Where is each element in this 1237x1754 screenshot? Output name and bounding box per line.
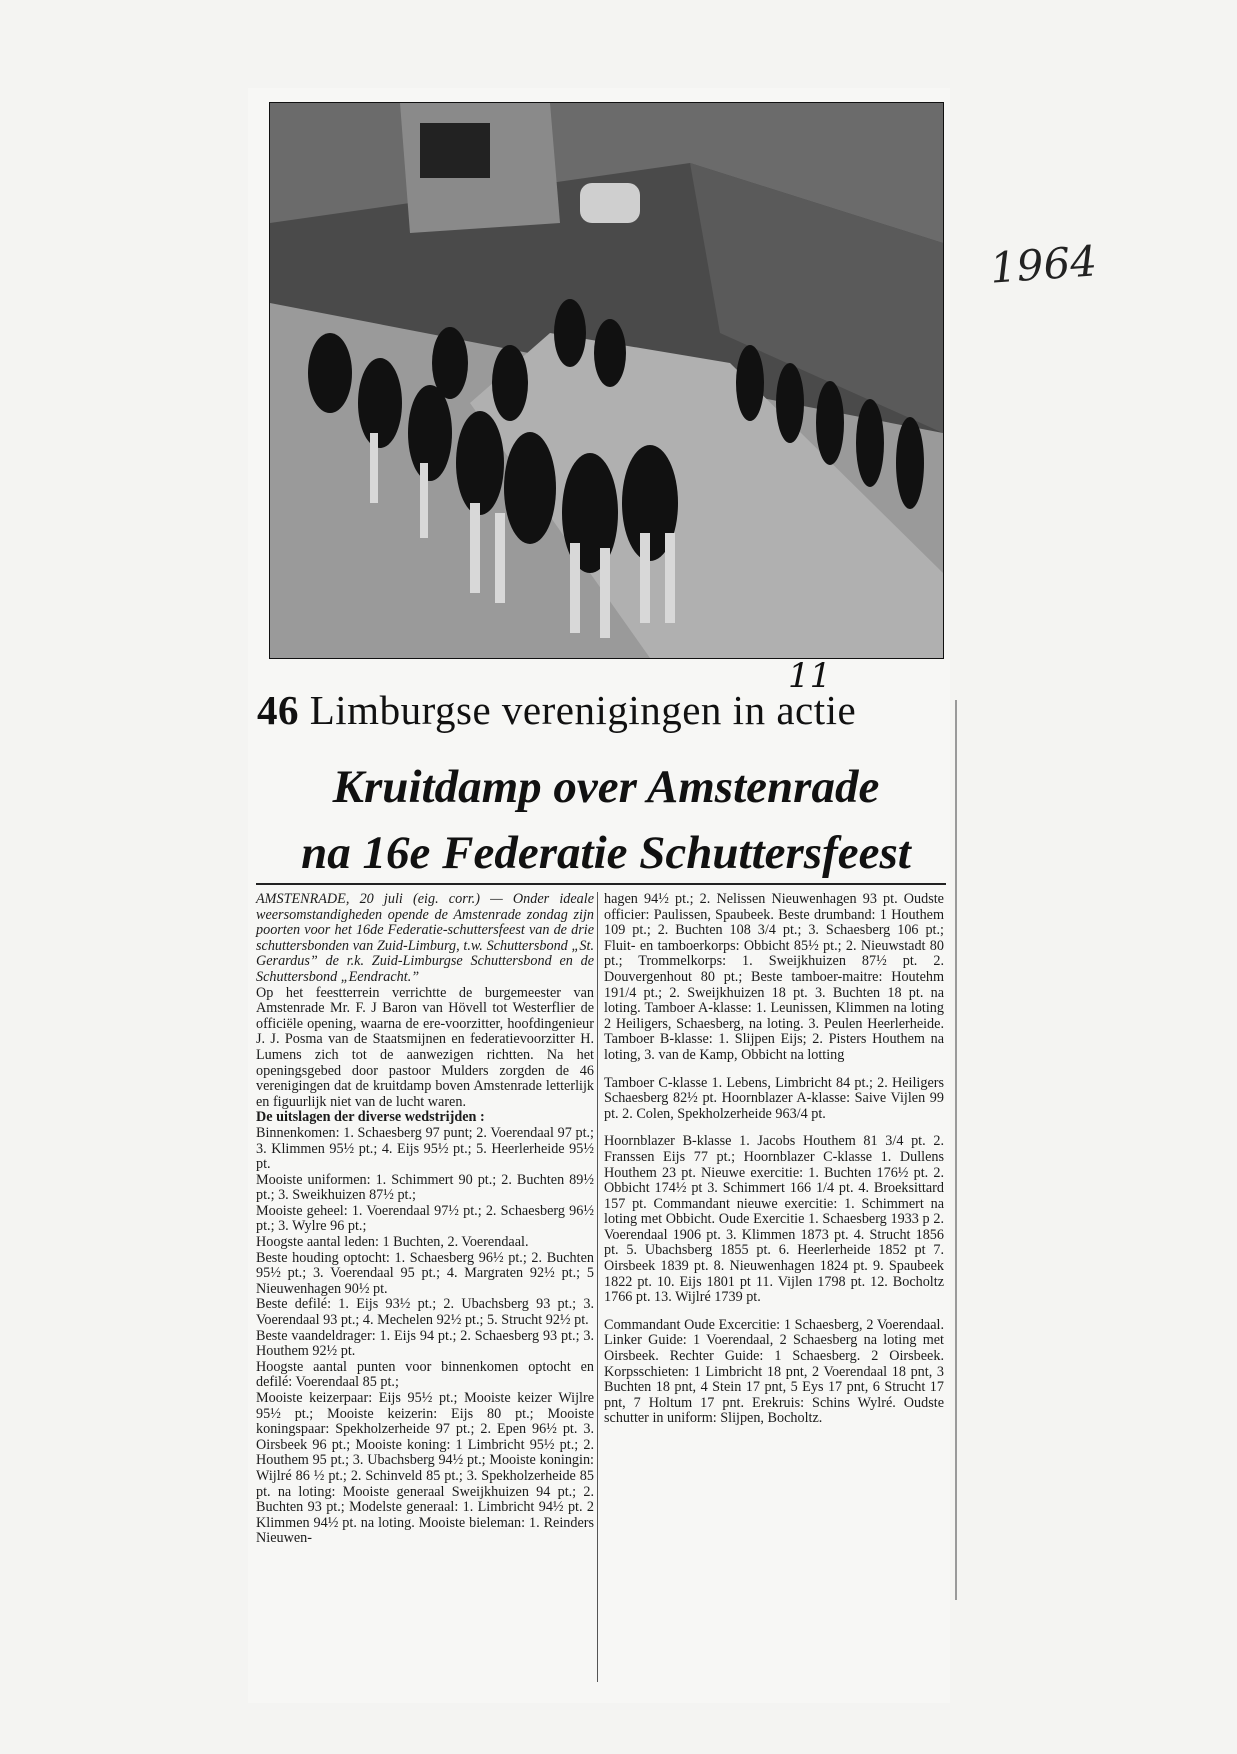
paragraph: Tamboer C-klasse 1. Lebens, Limbricht 84 pt.; 2. Heiligers Schaesberg 82½ pt. Hoornblazer A-klasse: Saive Vijlen 99 pt. 2. Colen, Spekholzerheide 963/4 pt. [604, 1074, 944, 1122]
paragraph: Beste defilé: 1. Eijs 93½ pt.; 2. Ubachsberg 93 pt.; 3. Voerendaal 93 pt.; 4. Mechelen 92½ pt.; 5. Strucht 92½ pt. [256, 1296, 594, 1329]
parade-photo-icon [270, 103, 943, 658]
paragraph: Beste houding optocht: 1. Schaesberg 96½ pt.; 2. Buchten 95½ pt.; 3. Voerendaal 95 pt.; 4. Margraten 92½ pt.; 5 Nieuwenhagen 90½ pt. [256, 1249, 594, 1297]
paragraph: hagen 94½ pt.; 2. Nelissen Nieuwenhagen 93 pt. Oudste officier: Paulissen, Spaubeek. Beste drumband: 1 Houthem 109 pt.; 2. Buchten 108 3/4 pt.; 3. Schaesberg 106 pt.; Fluit- en tamboerkorps: Obbicht 85½ pt.; 2. Nieuwstadt 80 pt.; Trommelkorps: 1. Sweijkhuizen 87½ pt. 2. Douvergenhout 80 pt.; Beste tamboer-maitre: Houtehm 191/4 pt.; 2. Sweijkhuizen 18 pt. 3. Buchten 18 pt. na loting. Tamboer A-klasse: 1. Leunissen, Klimmen na loting 2 Heiligers, Schaesberg, na loting. 3. Peulen Heerlerheide. Tamboer B-klasse: 1. Slijpen Eijs; 2. Pisters Houthem na loting, 3. van de Kamp, Obbicht na lotting [604, 891, 944, 1063]
kicker-text: Limburgse verenigingen in actie [309, 687, 857, 733]
paragraph: AMSTENRADE, 20 juli (eig. corr.) — Onder ideale weersomstandigheden opende de Amstenrade zondag zijn poorten voor het 16de Federatie-schuttersfeest van de drie schuttersbonden van Zuid-Limburg, t.w. Schuttersbond „St. Gerardus” de r.k. Zuid-Limburgse Schuttersbond en de Schuttersbond „Eendracht.” [256, 891, 594, 985]
paragraph: Hoogste aantal leden: 1 Buchten, 2. Voerendaal. [256, 1234, 529, 1251]
article-right-column [604, 892, 944, 1427]
paragraph: Beste vaandeldrager: 1. Eijs 94 pt.; 2. Schaesberg 93 pt.; 3. Houthem 92½ pt. [256, 1327, 594, 1360]
headline-rule [256, 883, 946, 885]
paragraph: Hoornblazer B-klasse 1. Jacobs Houthem 81 3/4 pt. 2. Franssen Eijs 77 pt.; Hoornblazer C-klasse 1. Dullens Houthem 23 pt. Nieuwe exercitie: 1. Buchten 176½ pt. 2. Obbicht 174½ pt 3. Schimmert 166 1/4 pt. 4. Broeksittard 157 pt. Commandant nieuwe exercitie: 1. Schimmert na loting met Obbicht. Oude Exercitie 1. Schaesberg 1933 p 2. Voerendaal 1906 pt. 3. Klimmen 1873 pt. 4. Strucht 1856 pt. 5. Ubachsberg 1855 pt. 6. Heerlerheide 1852 pt 7. Oirsbeek 1839 pt. 8. Nieuwenhagen 1824 pt. 9. Spaubeek 1822 pt. 10. Eijs 1801 pt 11. Vijlen 1798 pt. 12. Bocholtz 1766 pt. 13. Wijlré 1739 pt. [604, 1133, 944, 1306]
kicker-number: 46 [257, 687, 299, 733]
parade-photo [269, 102, 944, 659]
headline-line-1: Kruitdamp over Amstenrade [332, 761, 880, 813]
paragraph: Commandant Oude Excercitie: 1 Schaesberg, 2 Voerendaal. Linker Guide: 1 Voerendaal, 2 Schaesberg na loting met Oirsbeek. Rechter Guide: 1 Schaesberg. 2 Oirsbeek. Korpsschieten: 1 Limbricht 18 pnt, 2 Voerendaal 18 pnt, 3 Buchten 18 pnt, 4 Stein 17 pnt, 5 Eys 17 pnt, 6 Strucht 17 pnt, 7 Holtum 17 pnt. Erekruis: Schins Wylré. Oudste schutter in uniform: Slijpen, Bocholtz. [604, 1316, 944, 1427]
paragraph: Mooiste uniformen: 1. Schimmert 90 pt.; 2. Buchten 89½ pt.; 3. Sweikhuizen 87½ pt.; [256, 1171, 594, 1204]
paragraph: Binnenkomen: 1. Schaesberg 97 punt; 2. Voerendaal 97 pt.; 3. Klimmen 95½ pt.; 4. Eijs 95½ pt.; 5. Heerlerheide 95½ pt. [256, 1124, 594, 1173]
headline-line-2: na 16e Federatie Schuttersfeest [301, 827, 911, 879]
paragraph: Op het feestterrein verrichtte de burgemeester van Amstenrade Mr. F. J Baron van Hövell tot Westerflier de officiële opening, waarna de ere-voorzitter, hoofdingenieur J. J. Posma van de Staatsmijnen en federatievoorzitter H. Lumens zich tot de aanwezigen richtten. Na het openingsgebed door pastoor Mulders zorgden de 46 verenigingen dat de kruitdamp boven Amstenrade letterlijk en figuurlijk niet van de lucht waren. [256, 984, 594, 1110]
handwritten-year: 1964 [988, 236, 1099, 293]
paragraph: Mooiste keizerpaar: Eijs 95½ pt.; Mooiste keizer Wijlre 95½ pt.; Mooiste keizerin: Eijs 80 pt.; Mooiste koningspaar: Spekholzerheide 97 pt.; 2. Epen 96½ pt. 3. Oirsbeek 96 pt.; Mooiste koning: 1 Limbricht 95½ pt.; 2. Houthem 95 pt.; 3. Ubachsberg 94½ pt.; Mooiste koningin: Wijlré 86 ½ pt.; 2. Schinveld 85 pt.; 3. Spekholzerheide 85 pt. na loting: Mooiste generaal Sweijkhuizen 94 pt.; 2. Buchten 93 pt.; Modelste generaal: 1. Limbricht 94½ pt. 2 Klimmen 94½ pt. na loting. Mooiste bieleman: 1. Reinders Nieuwen- [256, 1390, 594, 1547]
handwritten-mark: 11 [788, 656, 832, 696]
kicker-headline [257, 686, 947, 734]
paragraph: Hoogste aantal punten voor binnenkomen optocht en defilé: Voerendaal 85 pt.; [256, 1358, 594, 1391]
paragraph: De uitslagen der diverse wedstrijden : [256, 1109, 485, 1126]
column-divider [597, 892, 598, 1682]
paragraph: Mooiste geheel: 1. Voerendaal 97½ pt.; 2. Schaesberg 96½ pt.; 3. Wylre 96 pt.; [256, 1202, 594, 1235]
article-left-column [256, 892, 594, 1547]
clipping-edge [955, 700, 957, 1600]
